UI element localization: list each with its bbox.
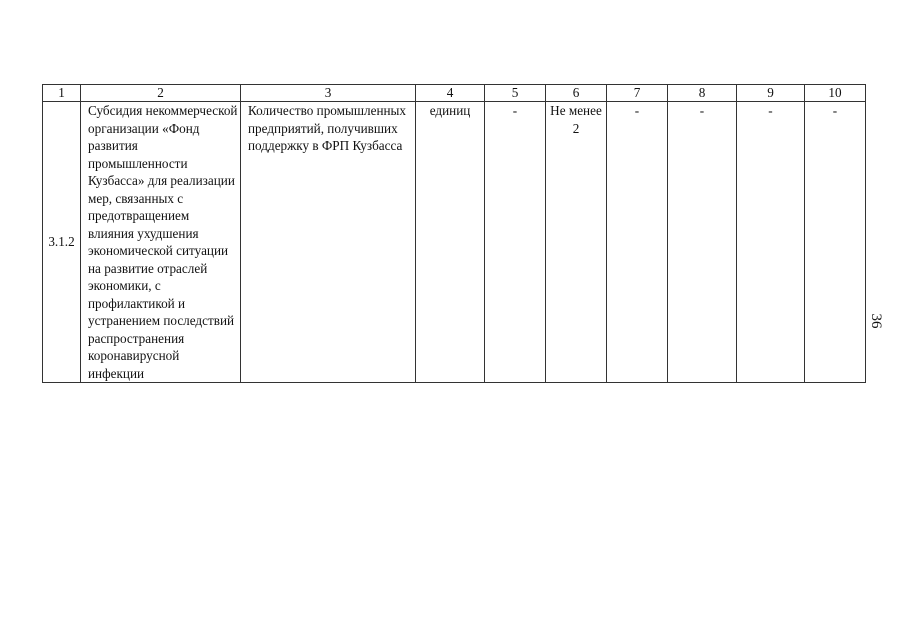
column-header-3: 3 [241, 85, 416, 102]
column-header-10: 10 [805, 85, 866, 102]
unit-cell: единиц [416, 102, 485, 383]
header-row [43, 85, 866, 102]
column-header-5: 5 [485, 85, 546, 102]
value-cell-10: - [805, 102, 866, 383]
indicator-table [42, 84, 866, 383]
value-cell-8: - [668, 102, 737, 383]
indicator-cell: Количество промышленных предприятий, получивших поддержку в ФРП Кузбасса [241, 102, 416, 383]
value-cell-5: - [485, 102, 546, 383]
column-header-1: 1 [43, 85, 81, 102]
column-header-9: 9 [737, 85, 805, 102]
value-cell-9: - [737, 102, 805, 383]
measure-name-cell: Субсидия некоммерческой организации «Фонд развития промышленности Кузбасса» для реализации мер, связанных с предотвращением влияния ухудшения экономической ситуации на развитие отраслей экономики, с профилактикой и устранением последствий распространения коронавирусной инфекции [81, 102, 241, 383]
page-number: 36 [868, 313, 884, 329]
column-header-7: 7 [607, 85, 668, 102]
value-cell-7: - [607, 102, 668, 383]
row-number-cell: 3.1.2 [43, 102, 81, 383]
column-header-2: 2 [81, 85, 241, 102]
column-header-4: 4 [416, 85, 485, 102]
table-row [43, 102, 866, 383]
column-header-8: 8 [668, 85, 737, 102]
value-cell-6: Не менее 2 [546, 102, 607, 383]
column-header-6: 6 [546, 85, 607, 102]
